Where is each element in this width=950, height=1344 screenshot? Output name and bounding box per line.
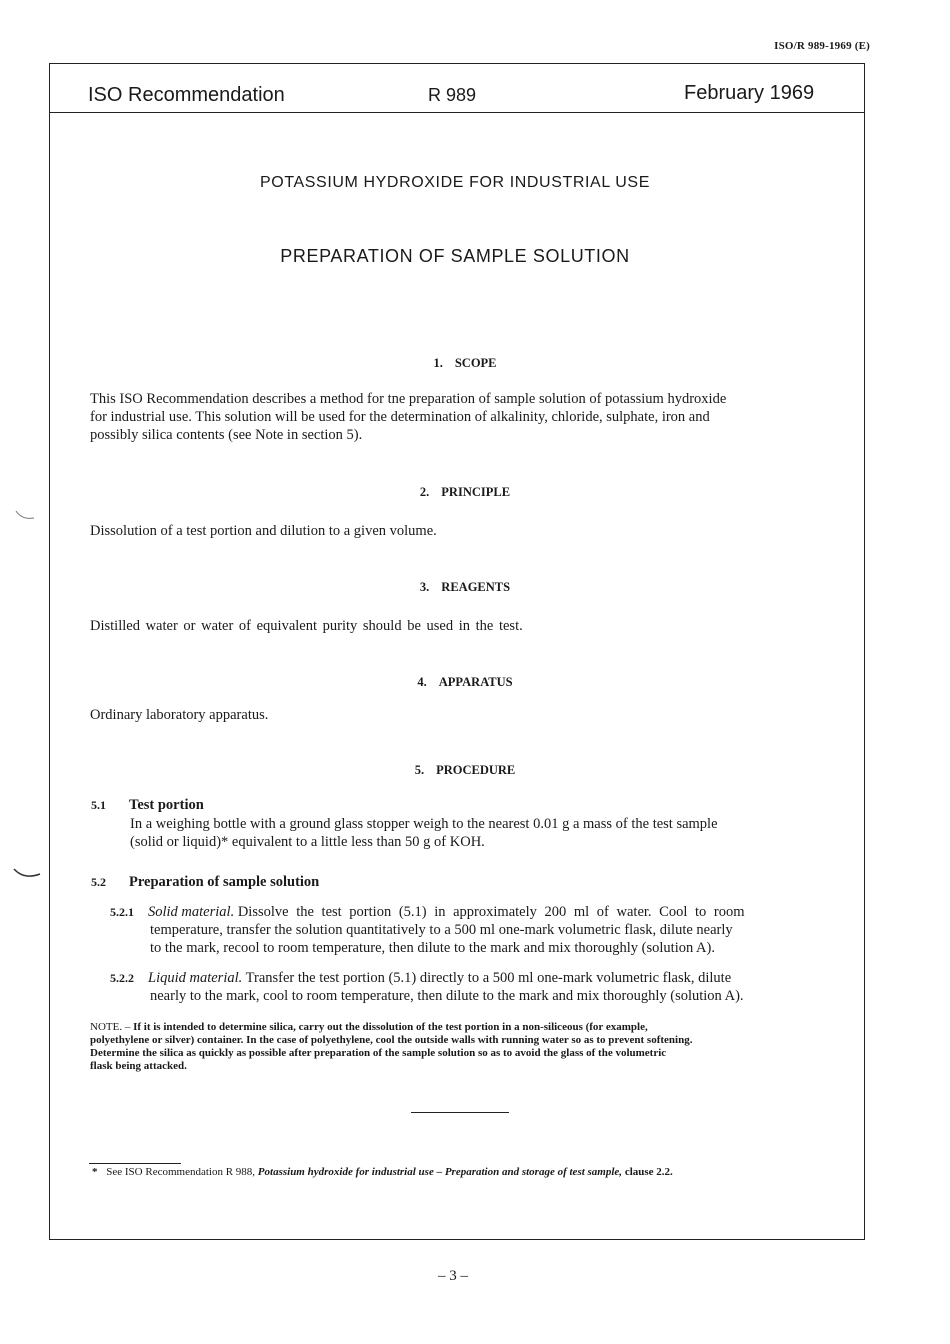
- paragraph-label: Solid material.: [148, 904, 235, 920]
- header-iso-recommendation: ISO Recommendation: [88, 84, 285, 106]
- header-divider: [49, 112, 865, 113]
- principle-paragraph: Dissolution of a test portion and dilution to a given volume.: [90, 523, 437, 539]
- footnote: [92, 1166, 832, 1178]
- section-number: 4.: [417, 675, 427, 689]
- section-number: 3.: [419, 580, 430, 594]
- note-line: Determine the silica as quickly as possible after preparation of the sample solution so as to avoid the glass of the volumetric: [90, 1047, 667, 1059]
- liquid-material-paragraph: [110, 969, 816, 1005]
- footnote-title: Potassium hydroxide for industrial use – Preparation and storage of test sample,: [257, 1166, 623, 1178]
- scope-line: possibly silica contents (see Note in section 5).: [90, 427, 363, 443]
- solid-material-paragraph: [110, 903, 816, 957]
- test-portion-paragraph: [130, 815, 816, 851]
- paragraph-label: Liquid material.: [148, 970, 243, 986]
- subsection-heading-test-portion: [91, 796, 204, 814]
- solid-material-line: Dissolve the test portion (5.1) in approximately 200 ml of water. Cool to room: [237, 904, 745, 920]
- liquid-material-line: nearly to the mark, cool to room temperature, then dilute to the mark and mix thoroughly (solution A).: [150, 988, 744, 1004]
- note-line: If it is intended to determine silica, carry out the dissolution of the test portion in a non-siliceous (for example,: [133, 1021, 648, 1033]
- document-title: POTASSIUM HYDROXIDE FOR INDUSTRIAL USE: [260, 174, 650, 191]
- scope-paragraph: [90, 390, 816, 444]
- margin-mark-1: [14, 508, 38, 522]
- section-heading-procedure: [0, 763, 930, 778]
- footnote-marker: *: [92, 1166, 98, 1178]
- liquid-material-line: Transfer the test portion (5.1) directly to a 500 ml one-mark volumetric flask, dilute: [245, 970, 732, 986]
- note-line: polyethylene or silver) container. In the case of polyethylene, cool the outside walls with running water so as to prevent softening.: [90, 1034, 693, 1046]
- test-portion-line: In a weighing bottle with a ground glass stopper weigh to the nearest 0.01 g a mass of the test sample: [130, 816, 718, 832]
- section-number: 1.: [433, 356, 443, 370]
- footnote-lead: See ISO Recommendation R 988,: [106, 1166, 256, 1178]
- section-heading-scope: [0, 356, 930, 371]
- section-number: 5.: [414, 763, 425, 777]
- document-subtitle: PREPARATION OF SAMPLE SOLUTION: [280, 246, 630, 266]
- footnote-rule: [89, 1163, 181, 1164]
- section-title: PRINCIPLE: [441, 485, 511, 499]
- section-heading-reagents: [0, 580, 930, 595]
- scope-line: This ISO Recommendation describes a method for tne preparation of sample solution of potassium hydroxide: [90, 391, 727, 407]
- section-title: REAGENTS: [441, 580, 511, 594]
- section-title: SCOPE: [454, 356, 497, 370]
- subsection-number: 5.2: [91, 875, 106, 889]
- section-number: 2.: [419, 485, 430, 499]
- subsection-number: 5.2.2: [110, 971, 134, 985]
- section-heading-principle: [0, 485, 930, 500]
- footnote-tail: clause 2.2.: [624, 1166, 673, 1178]
- apparatus-paragraph: Ordinary laboratory apparatus.: [90, 707, 269, 723]
- reagents-paragraph: Distilled water or water of equivalent purity should be used in the test.: [90, 618, 523, 634]
- margin-mark-2: [12, 866, 42, 882]
- subsection-title: Preparation of sample solution: [129, 874, 320, 890]
- scope-line: for industrial use. This solution will be used for the determination of alkalinity, chloride, sulphate, iron and: [90, 409, 710, 425]
- subsection-number: 5.2.1: [110, 905, 134, 919]
- solid-material-line: temperature, transfer the solution quantitatively to a 500 ml one-mark volumetric flask, dilute nearly: [150, 922, 733, 938]
- subsection-title: Test portion: [129, 797, 204, 813]
- section-heading-apparatus: [0, 675, 930, 690]
- solid-material-line: to the mark, recool to room temperature, then dilute to the mark and mix thoroughly (solution A).: [150, 940, 715, 956]
- note-line: flask being attacked.: [90, 1060, 187, 1072]
- test-portion-line: (solid or liquid)* equivalent to a little less than 50 g of KOH.: [130, 834, 485, 850]
- end-of-text-rule: [411, 1112, 509, 1113]
- section-title: APPARATUS: [438, 675, 513, 689]
- subsection-number: 5.1: [91, 798, 106, 812]
- page-number: – 3 –: [438, 1268, 468, 1284]
- header-date: February 1969: [684, 82, 815, 104]
- header-recommendation-number: R 989: [428, 85, 477, 105]
- subsection-heading-preparation: [91, 873, 319, 891]
- note-label: NOTE. –: [90, 1021, 131, 1033]
- silica-note: [90, 1021, 818, 1073]
- section-title: PROCEDURE: [436, 763, 516, 777]
- document-reference: ISO/R 989-1969 (E): [774, 40, 870, 52]
